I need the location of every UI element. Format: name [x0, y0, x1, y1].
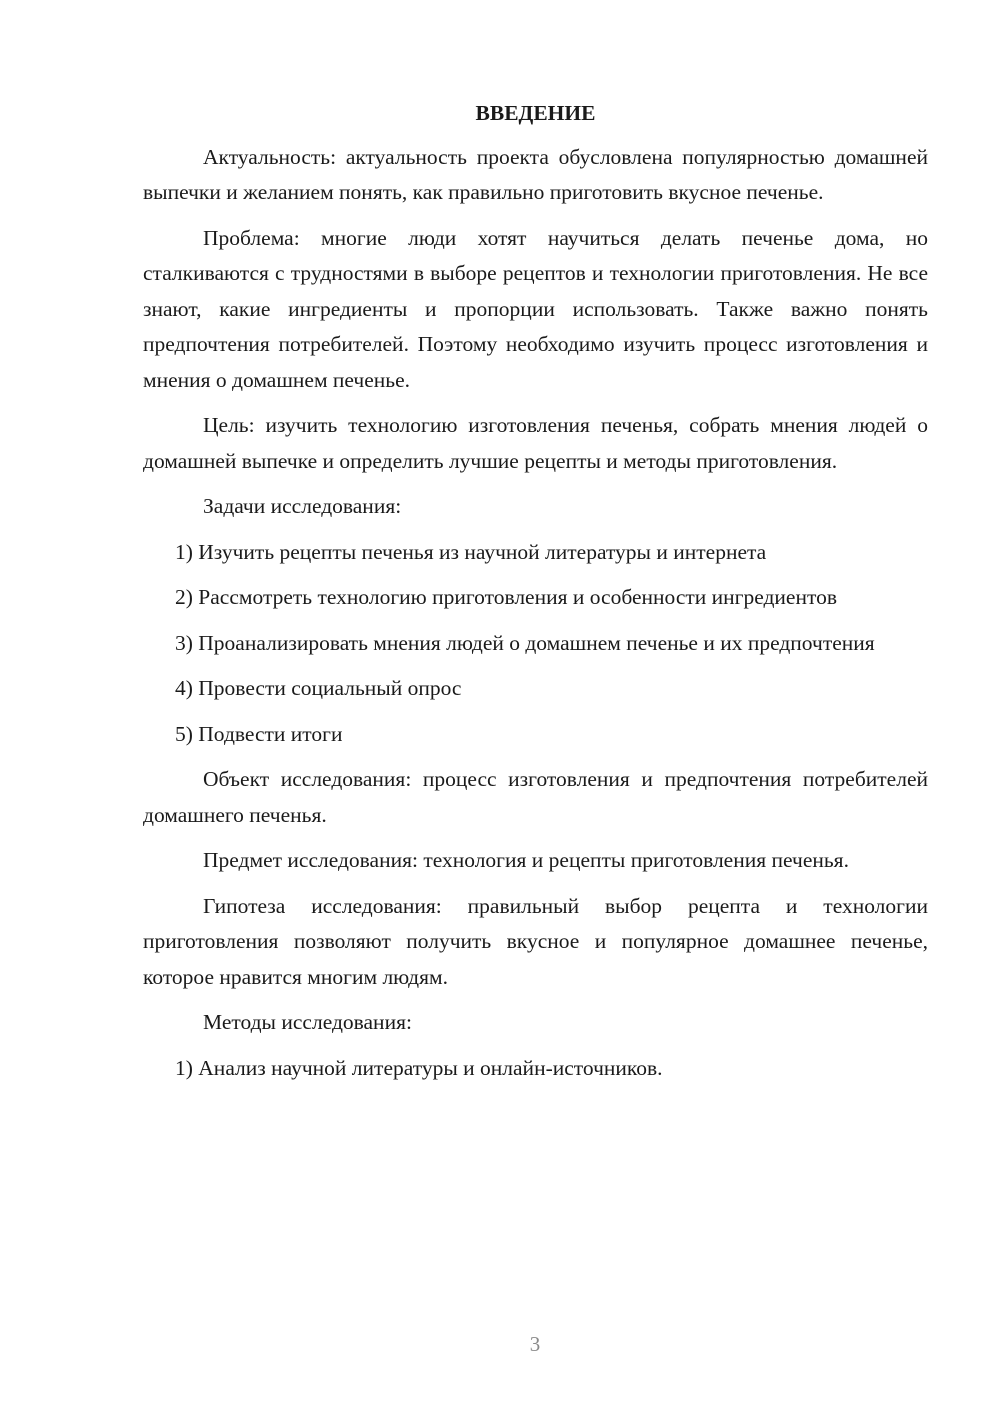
methods-heading: Методы исследования:	[203, 1010, 412, 1034]
task-item-2: 2) Рассмотреть технологию приготовления и особенности ингредиентов	[175, 585, 837, 609]
relevance-paragraph: Актуальность: актуальность проекта обусловлена популярностью домашней выпечки и желанием понять, как правильно приготовить вкусное печенье.	[143, 144, 928, 204]
task-item-3: 3) Проанализировать мнения людей о домашнем печенье и их предпочтения	[175, 630, 875, 655]
hypothesis-paragraph: Гипотеза исследования: правильный выбор рецепта и технологии приготовления позволяют получить вкусное и популярное домашнее печенье, которое нравится многим людям.	[143, 893, 928, 989]
subject-paragraph: Предмет исследования: технология и рецепты приготовления печенья.	[203, 848, 849, 872]
task-item-4: 4) Провести социальный опрос	[175, 676, 462, 700]
tasks-heading: Задачи исследования:	[203, 494, 402, 518]
goal-paragraph: Цель: изучить технологию изготовления печенья, собрать мнения людей о домашней выпечке и определить лучшие рецепты и методы приготовления.	[143, 413, 928, 473]
task-item-1: 1) Изучить рецепты печенья из научной литературы и интернета	[175, 539, 767, 564]
section-heading: ВВЕДЕНИЕ	[475, 101, 596, 125]
page-number: 3	[529, 1332, 541, 1356]
document-page	[143, 96, 928, 1096]
problem-paragraph: Проблема: многие люди хотят научиться делать печенье дома, но сталкиваются с трудностями в выборе рецептов и технологии приготовления. Не все знают, какие ингредиенты и пропорции использовать. Также важно понять предпочтения потребителей. Поэтому необходимо изучить процесс изготовления и мнения о домашнем печенье.	[143, 225, 928, 392]
method-item-1: 1) Анализ научной литературы и онлайн-источников.	[175, 1055, 663, 1080]
task-item-5: 5) Подвести итоги	[175, 721, 343, 746]
object-paragraph: Объект исследования: процесс изготовления и предпочтения потребителей домашнего печенья.	[143, 767, 928, 827]
